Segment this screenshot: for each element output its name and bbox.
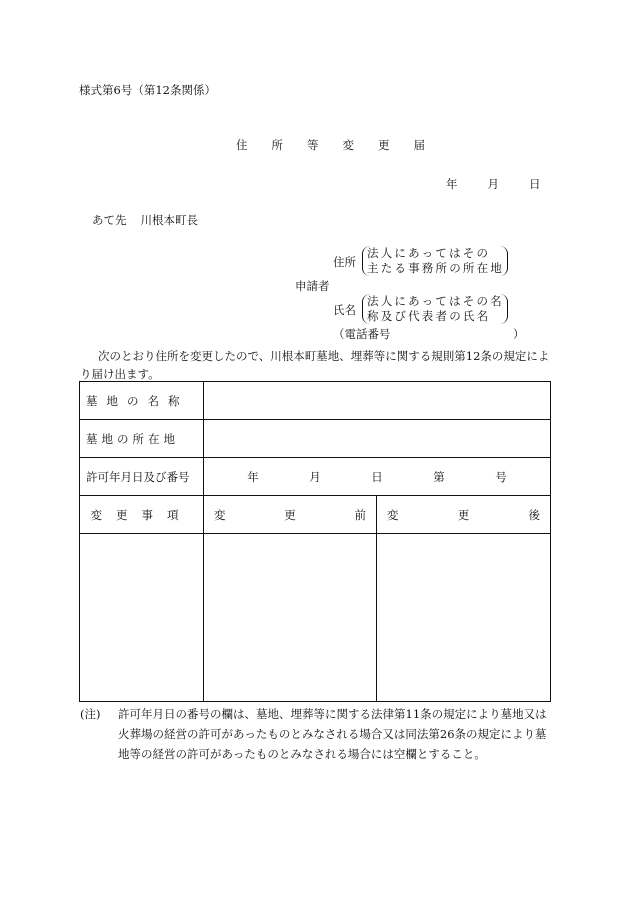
table-row — [80, 458, 551, 496]
permit-month: 月 — [309, 469, 321, 484]
after-header — [377, 496, 551, 534]
permit-no-prefix: 第 — [433, 469, 445, 484]
table-row — [80, 534, 551, 702]
permit-year: 年 — [247, 469, 259, 484]
address-note-line2: 主たる事務所の所在地 — [367, 261, 504, 275]
before-header — [204, 496, 377, 534]
addressee — [92, 212, 198, 228]
after-input[interactable] — [377, 534, 551, 702]
address-note-line1: 法人にあってはその — [367, 246, 491, 260]
table-row — [80, 496, 551, 534]
name-label: 氏名 — [333, 303, 356, 317]
permit-input[interactable] — [204, 458, 551, 496]
document-title — [236, 137, 449, 153]
cemetery-location-input[interactable] — [204, 420, 551, 458]
footnote-text: 許可年月日の番号の欄は、墓地、埋葬等に関する法律第11条の規定により墓地又は火葬場の経営の許可があったものとみなされる場合又は同法第26条の規定により墓地等の経営の許可があったものとみなされる場合には空欄とすること。 — [118, 707, 547, 761]
cemetery-name-input[interactable] — [204, 382, 551, 420]
name-note — [362, 294, 508, 324]
before-input[interactable] — [204, 534, 377, 702]
table-row — [80, 420, 551, 458]
cemetery-location-label: 墓地の所在地 — [80, 420, 204, 458]
title-char: 届 — [413, 138, 427, 152]
address-note — [362, 246, 508, 276]
phone-close: ） — [513, 327, 525, 341]
addressee-name: 川根本町長 — [140, 213, 198, 227]
after-char: 後 — [528, 507, 540, 522]
date-line — [446, 176, 571, 192]
form-number: 様式第6号（第12条関係） — [79, 83, 216, 97]
footnote — [80, 704, 552, 764]
after-char: 変 — [387, 507, 399, 522]
title-char: 住 — [236, 138, 250, 152]
footnote-mark: (注) — [80, 707, 101, 721]
table-row — [80, 382, 551, 420]
form-table — [79, 381, 551, 702]
phone-line — [333, 326, 525, 342]
title-char: 変 — [342, 138, 356, 152]
before-char: 更 — [284, 507, 296, 522]
addressee-prefix: あて先 — [92, 213, 127, 227]
permit-day: 日 — [371, 469, 383, 484]
before-char: 前 — [354, 507, 366, 522]
change-item-input[interactable] — [80, 534, 204, 702]
change-item-label: 変更事項 — [80, 496, 204, 534]
after-char: 更 — [457, 507, 470, 522]
date-day: 日 — [529, 177, 541, 191]
title-char: 等 — [307, 138, 321, 152]
date-year: 年 — [446, 177, 458, 191]
permit-no-suffix: 号 — [495, 469, 507, 484]
title-char: 更 — [378, 138, 392, 152]
permit-label: 許可年月日及び番号 — [80, 458, 204, 496]
intro-text: 次のとおり住所を変更したので、川根本町墓地、埋葬等に関する規則第12条の規定により届け出ます。 — [80, 349, 550, 381]
name-note-line1: 法人にあってはその名 — [367, 294, 504, 308]
date-month: 月 — [487, 177, 499, 191]
address-label: 住所 — [333, 255, 356, 269]
name-note-line2: 称及び代表者の氏名 — [367, 309, 491, 323]
cemetery-name-label: 墓地の名称 — [80, 382, 204, 420]
applicant-label: 申請者 — [295, 279, 330, 293]
title-char: 所 — [271, 138, 285, 152]
phone-label: （電話番号 — [333, 327, 391, 341]
before-char: 変 — [214, 507, 226, 522]
